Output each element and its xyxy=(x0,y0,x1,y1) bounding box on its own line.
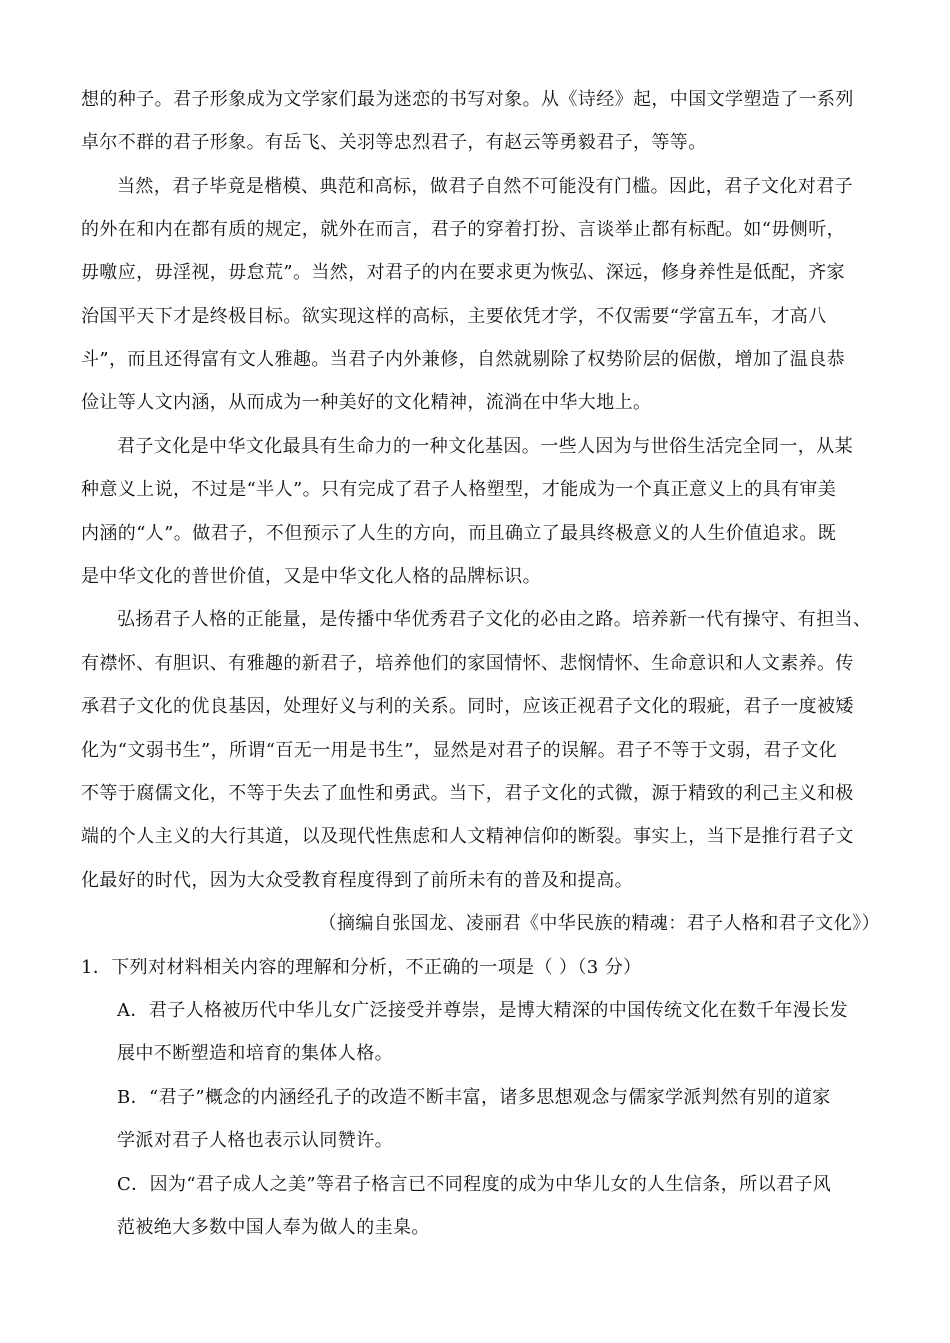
paragraph-line: 斗”，而且还得富有文人雅趣。当君子内外兼修，自然就剔除了权势阶层的倨傲，增加了温良恭 xyxy=(81,349,845,370)
paragraph-line: 内涵的“人”。做君子，不但预示了人生的方向，而且确立了最具终极意义的人生价值追求。既 xyxy=(81,523,837,544)
option-c-line: C．因为“君子成人之美”等君子格言已不同程度的成为中华儿女的人生信条，所以君子风 xyxy=(117,1174,832,1195)
paragraph-line: 俭让等人文内涵，从而成为一种美好的文化精神，流淌在中华大地上。 xyxy=(81,392,652,413)
option-c-line: 范被绝大多数中国人奉为做人的圭臬。 xyxy=(117,1217,430,1238)
paragraph-line: 是中华文化的普世价值，又是中华文化人格的品牌标识。 xyxy=(81,566,541,587)
paragraph-line: 卓尔不群的君子形象。有岳飞、关羽等忠烈君子，有赵云等勇毅君子，等等。 xyxy=(81,132,707,153)
paragraph-line: 有襟怀、有胆识、有雅趣的新君子，培养他们的家国情怀、悲悯情怀、生命意识和人文素养。传 xyxy=(81,653,854,674)
paragraph-line: 化最好的时代，因为大众受教育程度得到了前所未有的普及和提高。 xyxy=(81,870,633,891)
paragraph-line: 当然，君子毕竟是楷模、典范和高标，做君子自然不可能没有门槛。因此，君子文化对君子 xyxy=(117,176,853,197)
paragraph-line: 君子文化是中华文化最具有生命力的一种文化基因。一些人因为与世俗生活完全同一，从某 xyxy=(117,436,853,457)
option-a-line: A．君子人格被历代中华儿女广泛接受并尊崇，是博大精深的中国传统文化在数千年漫长发 xyxy=(117,1000,848,1021)
option-a-line: 展中不断塑造和培育的集体人格。 xyxy=(117,1043,393,1064)
paragraph-line: 想的种子。君子形象成为文学家们最为迷恋的书写对象。从《诗经》起，中国文学塑造了一系列 xyxy=(81,89,854,110)
paragraph-line: 弘扬君子人格的正能量，是传播中华优秀君子文化的必由之路。培养新一代有操守、有担当、 xyxy=(117,609,872,630)
option-b-line: B．“君子”概念的内涵经孔子的改造不断丰富，诸多思想观念与儒家学派判然有别的道家 xyxy=(117,1087,831,1108)
option-b-line: 学派对君子人格也表示认同赞许。 xyxy=(117,1130,393,1151)
paragraph-line: 不等于腐儒文化，不等于失去了血性和勇武。当下，君子文化的式微，源于精致的利己主义和极 xyxy=(81,783,854,804)
paragraph-line: 的外在和内在都有质的规定，就外在而言，君子的穿着打扮、言谈举止都有标配。如“毋侧听， xyxy=(81,219,845,240)
source-citation: （摘编自张国龙、凌丽君《中华民族的精魂：君子人格和君子文化》） xyxy=(318,913,880,934)
paragraph-line: 毋噭应，毋淫视，毋怠荒”。当然，对君子的内在要求更为恢弘、深远，修身养性是低配，齐家 xyxy=(81,262,845,283)
paragraph-line: 治国平天下才是终极目标。欲实现这样的高标，主要依凭才学，不仅需要“学富五车，才高八 xyxy=(81,306,827,327)
paragraph-line: 端的个人主义的大行其道，以及现代性焦虑和人文精神信仰的断裂。事实上，当下是推行君子文 xyxy=(81,826,854,847)
paragraph-line: 种意义上说，不过是“半人”。只有完成了君子人格塑型，才能成为一个真正意义上的具有审美 xyxy=(81,479,837,500)
paragraph-line: 承君子文化的优良基因，处理好义与利的关系。同时，应该正视君子文化的瑕疵，君子一度被矮 xyxy=(81,696,854,717)
paragraph-line: 化为“文弱书生”，所谓“百无一用是书生”，显然是对君子的误解。君子不等于文弱，君子文化 xyxy=(81,740,838,761)
question-stem: 1．下列对材料相关内容的理解和分析，不正确的一项是（ ）（3 分） xyxy=(81,957,642,978)
